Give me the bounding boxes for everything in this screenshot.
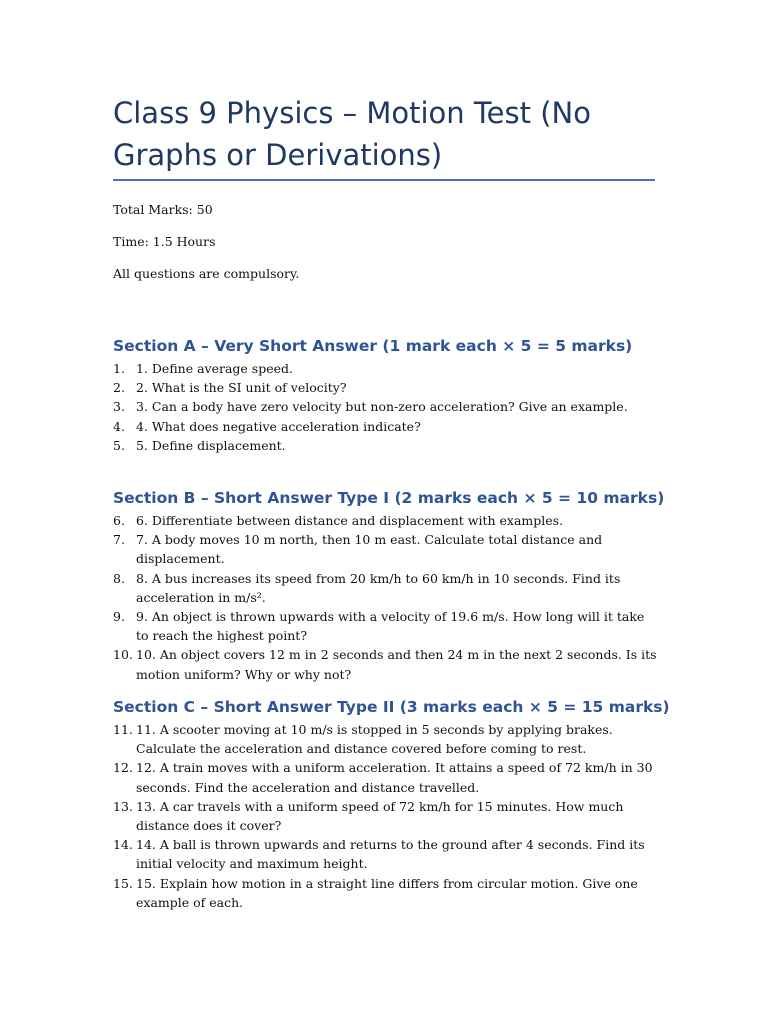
question-number: 12. xyxy=(113,760,133,776)
question-number: 5. xyxy=(113,437,125,453)
section-c-heading: Section C – Short Answer Type II (3 marks each × 5 = 15 marks) xyxy=(113,698,670,716)
list-item xyxy=(113,797,658,835)
list-item xyxy=(113,397,658,416)
question-number: 4. xyxy=(113,418,125,434)
question-number: 8. xyxy=(113,570,125,586)
question-number: 3. xyxy=(113,399,125,415)
question-text: 12. A train moves with a uniform acceleration. It attains a speed of 72 km/h in 30 seconds. Find the acceleration and distance travelled. xyxy=(136,760,653,795)
question-number: 9. xyxy=(113,609,125,625)
question-text: 14. A ball is thrown upwards and returns to the ground after 4 seconds. Find its initial velocity and maximum height. xyxy=(136,837,645,872)
list-item xyxy=(113,436,658,455)
list-item xyxy=(113,530,658,568)
question-text: 6. Differentiate between distance and displacement with examples. xyxy=(136,513,564,528)
list-item xyxy=(113,874,658,912)
section-c-questions xyxy=(113,720,658,912)
page-title: Class 9 Physics – Motion Test (No Graphs or Derivations) xyxy=(113,96,591,172)
question-text: 9. An object is thrown upwards with a velocity of 19.6 m/s. How long will it take to reach the highest point? xyxy=(136,609,645,644)
question-number: 6. xyxy=(113,513,125,528)
title-underline xyxy=(113,179,655,181)
question-text: 1. Define average speed. xyxy=(136,361,293,376)
question-number: 14. xyxy=(113,837,133,853)
question-number: 15. xyxy=(113,875,133,891)
list-item xyxy=(113,511,658,530)
question-text: 5. Define displacement. xyxy=(136,437,286,453)
question-text: 4. What does negative acceleration indicate? xyxy=(136,418,421,434)
question-text: 15. Explain how motion in a straight line differs from circular motion. Give one example of each. xyxy=(136,875,638,910)
list-item xyxy=(113,569,658,607)
list-item xyxy=(113,359,658,378)
question-text: 8. A bus increases its speed from 20 km/h to 60 km/h in 10 seconds. Find its acceleration in m/s². xyxy=(136,570,621,605)
question-text: 7. A body moves 10 m north, then 10 m east. Calculate total distance and displacement. xyxy=(136,532,603,567)
section-b-questions xyxy=(113,511,658,684)
list-item xyxy=(113,607,658,645)
total-marks: Total Marks: 50 xyxy=(113,202,213,217)
list-item xyxy=(113,378,658,397)
instructions: All questions are compulsory. xyxy=(113,266,300,281)
list-item xyxy=(113,720,658,758)
list-item xyxy=(113,758,658,796)
section-a-heading: Section A – Very Short Answer (1 mark each × 5 = 5 marks) xyxy=(113,337,633,355)
question-number: 2. xyxy=(113,380,125,396)
question-number: 13. xyxy=(113,798,133,814)
question-number: 1. xyxy=(113,361,125,376)
question-text: 11. A scooter moving at 10 m/s is stopped in 5 seconds by applying brakes. Calculate the acceleration and distance covered before coming to rest. xyxy=(136,722,613,757)
section-a-questions xyxy=(113,359,658,455)
question-text: 3. Can a body have zero velocity but non-zero acceleration? Give an example. xyxy=(136,399,628,415)
question-number: 7. xyxy=(113,532,125,548)
time-limit: Time: 1.5 Hours xyxy=(113,234,216,249)
section-b-heading: Section B – Short Answer Type I (2 marks each × 5 = 10 marks) xyxy=(113,489,665,507)
question-number: 11. xyxy=(113,722,133,737)
list-item xyxy=(113,645,658,683)
question-number: 10. xyxy=(113,647,133,663)
question-text: 13. A car travels with a uniform speed of 72 km/h for 15 minutes. How much distance does it cover? xyxy=(136,798,624,834)
list-item xyxy=(113,835,658,873)
question-text: 2. What is the SI unit of velocity? xyxy=(136,380,347,396)
list-item xyxy=(113,417,658,436)
question-text: 10. An object covers 12 m in 2 seconds and then 24 m in the next 2 seconds. Is its motion uniform? Why or why not? xyxy=(136,647,657,682)
